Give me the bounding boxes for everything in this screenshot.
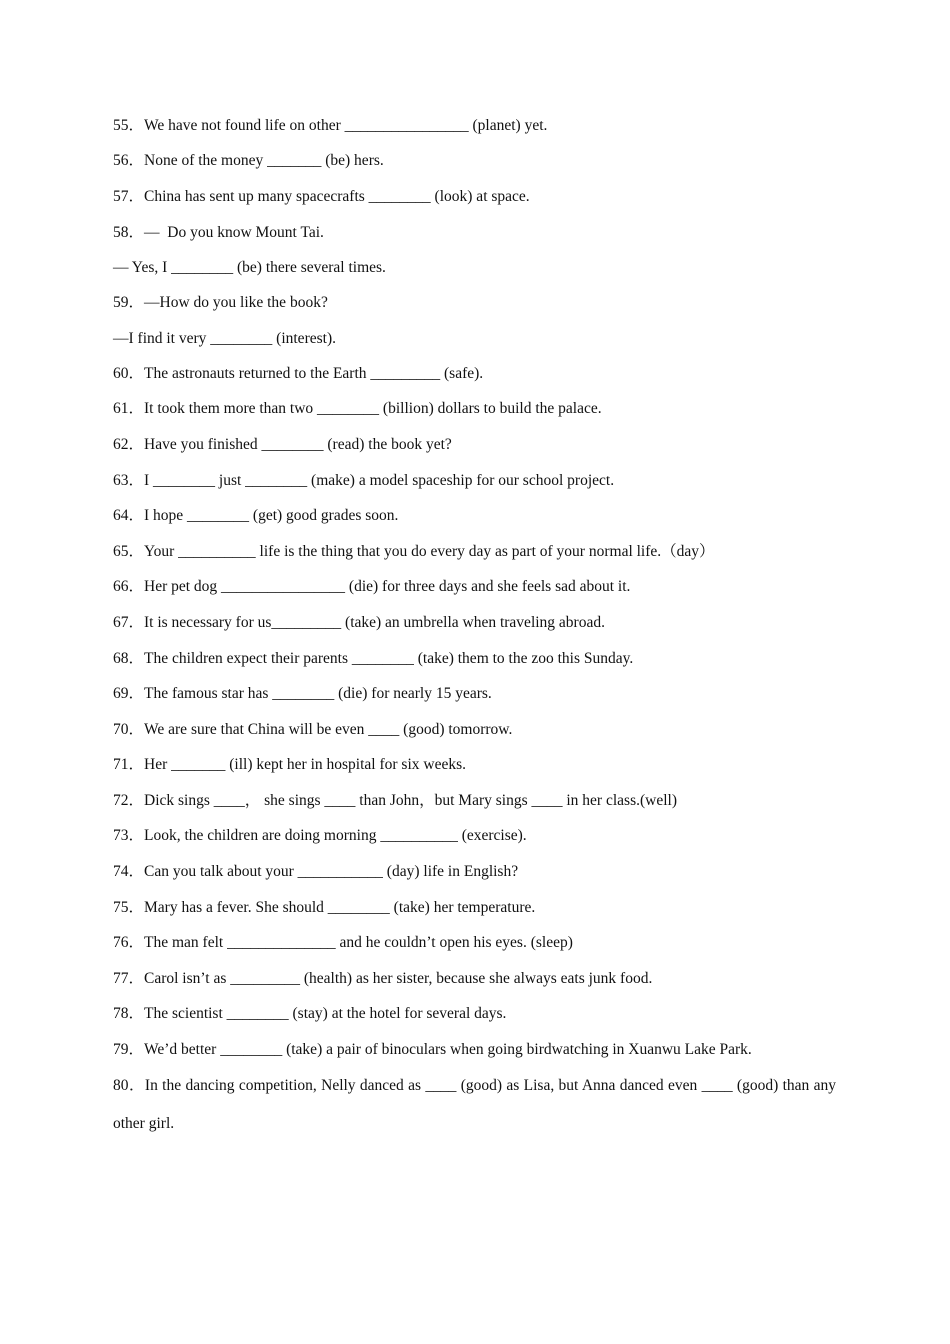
question-59: 59．—How do you like the book? [113, 294, 328, 311]
question-61: 61．It took them more than two ________ (billion) dollars to build the palace. [113, 400, 602, 417]
question-72: 72．Dick sings ____， she sings ____ than John，but Mary sings ____ in her class.(well) [113, 792, 677, 809]
question-66: 66．Her pet dog ________________ (die) for three days and she feels sad about it. [113, 578, 631, 595]
question-56: 56．None of the money _______ (be) hers. [113, 152, 384, 169]
question-65: 65．Your __________ life is the thing that you do every day as part of your normal life.（day） [113, 543, 715, 560]
question-78: 78．The scientist ________ (stay) at the hotel for several days. [113, 1005, 507, 1022]
question-80: 80．In the dancing competition, Nelly danced as ____ (good) as Lisa, but Anna danced even ____ (good) than any other girl. [113, 1077, 836, 1132]
question-77: 77．Carol isn’t as _________ (health) as her sister, because she always eats junk food. [113, 970, 653, 987]
question-70: 70．We are sure that China will be even ____ (good) tomorrow. [113, 721, 513, 738]
question-59-answer-line: —I find it very ________ (interest). [113, 330, 336, 347]
question-67: 67．It is necessary for us_________ (take) an umbrella when traveling abroad. [113, 614, 605, 631]
question-62: 62．Have you finished ________ (read) the book yet? [113, 436, 452, 453]
question-58-answer-line: — Yes, I ________ (be) there several times. [113, 259, 386, 276]
question-63: 63．I ________ just ________ (make) a model spaceship for our school project. [113, 472, 615, 489]
question-73: 73．Look, the children are doing morning __________ (exercise). [113, 827, 527, 844]
question-69: 69．The famous star has ________ (die) for nearly 15 years. [113, 685, 492, 702]
question-76: 76．The man felt ______________ and he couldn’t open his eyes. (sleep) [113, 934, 573, 951]
question-79: 79．We’d better ________ (take) a pair of binoculars when going birdwatching in Xuanwu Lake Park. [113, 1041, 752, 1058]
question-74: 74．Can you talk about your ___________ (day) life in English? [113, 863, 519, 880]
question-58: 58．— Do you know Mount Tai. [113, 224, 324, 241]
question-57: 57．China has sent up many spacecrafts ________ (look) at space. [113, 188, 530, 205]
question-75: 75．Mary has a fever. She should ________ (take) her temperature. [113, 899, 536, 916]
question-64: 64．I hope ________ (get) good grades soon. [113, 507, 399, 524]
question-68: 68．The children expect their parents ________ (take) them to the zoo this Sunday. [113, 650, 634, 667]
question-71: 71．Her _______ (ill) kept her in hospital for six weeks. [113, 756, 466, 773]
question-55: 55．We have not found life on other ________________ (planet) yet. [113, 117, 548, 134]
question-60: 60．The astronauts returned to the Earth _________ (safe). [113, 365, 484, 382]
